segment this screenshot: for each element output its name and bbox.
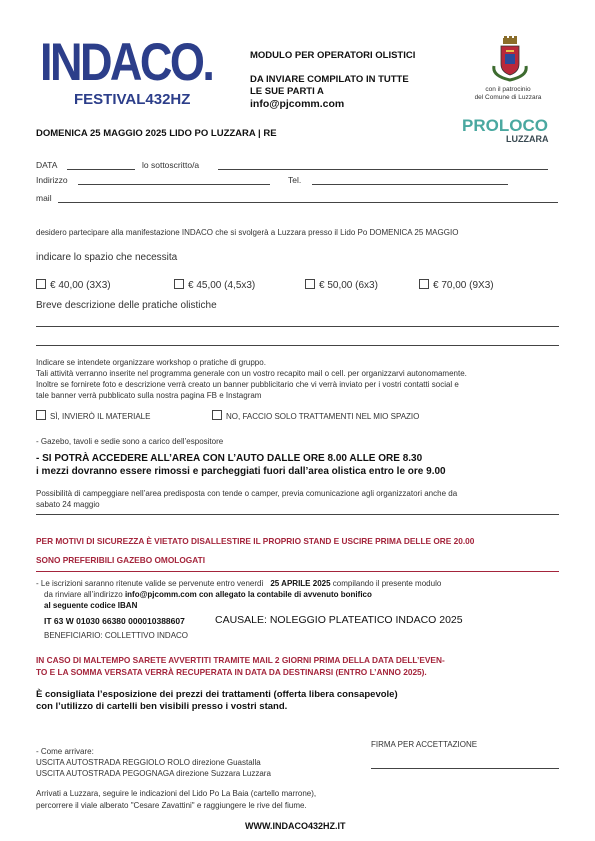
weather-notice-1: IN CASO DI MALTEMPO SARETE AVVERTITI TRAMITE MAIL 2 GIORNI PRIMA DELLA DATA DELL’EVEN- <box>36 655 445 665</box>
field-label-tel: Tel. <box>288 175 302 185</box>
space-option-3[interactable]: € 50,00 (6x3) <box>305 279 378 291</box>
website-link[interactable]: WWW.INDACO432HZ.IT <box>245 821 346 831</box>
mail-field[interactable] <box>58 202 558 203</box>
coat-of-arms-icon <box>490 36 530 82</box>
signature-label: FIRMA PER ACCETTAZIONE <box>371 740 478 749</box>
checkbox[interactable] <box>419 279 429 289</box>
space-option-2[interactable]: € 45,00 (4,5x3) <box>174 279 255 291</box>
form-title: MODULO PER OPERATORI OLISTICI <box>250 50 416 61</box>
space-option-1[interactable]: € 40,00 (3X3) <box>36 279 111 291</box>
event-date: DOMENICA 25 MAGGIO 2025 LIDO PO LUZZARA | RE <box>36 128 277 139</box>
workshop-option-yes[interactable]: SÌ, INVIERÒ IL MATERIALE <box>36 410 150 422</box>
access-hours: - SI POTRÀ ACCEDERE ALL’AREA CON L’AUTO DALLE ORE 8.00 ALLE ORE 8.30 <box>36 453 423 464</box>
space-option-4[interactable]: € 70,00 (9X3) <box>419 279 494 291</box>
beneficiary: BENEFICIARIO: COLLETTIVO INDACO <box>44 631 189 640</box>
directions-title: - Come arrivare: <box>36 747 94 756</box>
directions-line-4: percorrere il viale alberato "Cesare Zavattini" e raggiungere le rive del fiume. <box>36 801 307 810</box>
camping-text: Possibilità di campeggiare nell’area predisposta con tende o camper, previa comunicazione agli organizzatori anche da sabato 24 maggio <box>36 489 458 509</box>
registration-line-1: - Le iscrizioni saranno ritenute valide se pervenute entro venerdì 25 APRILE 2025 compilando il presente modulo <box>36 579 442 588</box>
description-title: Breve descrizione delle pratiche olistiche <box>36 300 217 311</box>
phone-field[interactable] <box>312 184 508 185</box>
gazebo-note: - Gazebo, tavoli e sedie sono a carico dell’espositore <box>36 437 224 446</box>
checkbox[interactable] <box>212 410 222 420</box>
divider <box>36 514 559 515</box>
prices-notice-2: con l’utilizzo di cartelli ben visibili presso i vostri stand. <box>36 701 288 712</box>
red-divider <box>36 571 559 572</box>
patronage-text: con il patrocinio del Comune di Luzzara <box>474 86 542 101</box>
weather-notice-2: TO E LA SOMMA VERSATA VERRÀ RECUPERATA IN DATA DA DESTINARSI (ENTRO L’ANNO 2025). <box>36 667 427 677</box>
safety-notice: PER MOTIVI DI SICUREZZA È VIETATO DISALLESTIRE IL PROPRIO STAND E USCIRE PRIMA DELLE ORE 20.00 <box>36 536 475 546</box>
checkbox[interactable] <box>36 279 46 289</box>
indaco-logo: INDACO. <box>40 33 213 92</box>
directions-line-1: USCITA AUTOSTRADA REGGIOLO ROLO direzione Guastalla <box>36 758 261 767</box>
intro-text: desidero partecipare alla manifestazione INDACO che si svolgerà a Luzzara presso il Lido Po DOMENICA 25 MAGGIO <box>36 228 459 237</box>
field-label-sottoscritto: lo sottoscritto/a <box>142 160 200 170</box>
name-field[interactable] <box>218 169 548 170</box>
field-label-indirizzo: Indirizzo <box>36 175 68 185</box>
payment-reference: CAUSALE: NOLEGGIO PLATEATICO INDACO 2025 <box>215 614 463 626</box>
space-title: indicare lo spazio che necessita <box>36 252 178 263</box>
checkbox[interactable] <box>174 279 184 289</box>
field-label-data: DATA <box>36 160 58 170</box>
field-label-mail: mail <box>36 193 52 203</box>
data-field[interactable] <box>67 169 135 170</box>
description-line-1[interactable] <box>36 326 559 327</box>
prices-notice-1: È consigliata l’esposizione dei prezzi dei trattamenti (offerta libera consapevole) <box>36 689 398 700</box>
send-instruction-1: DA INVIARE COMPILATO IN TUTTE <box>250 74 409 85</box>
proloco-subtitle: LUZZARA <box>506 134 549 144</box>
festival-subtitle: FESTIVAL432HZ <box>74 91 191 108</box>
proloco-logo: PROLOCO <box>462 116 548 135</box>
directions-line-2: USCITA AUTOSTRADA PEGOGNAGA direzione Suzzara Luzzara <box>36 769 271 778</box>
workshop-option-no[interactable]: NO, FACCIO SOLO TRATTAMENTI NEL MIO SPAZIO <box>212 410 419 422</box>
iban-code: IT 63 W 01030 66380 000010388607 <box>44 616 185 626</box>
directions-line-3: Arrivati a Luzzara, seguire le indicazioni del Lido Po La Baia (cartello marrone), <box>36 789 317 798</box>
signature-field[interactable] <box>371 768 559 769</box>
checkbox[interactable] <box>36 410 46 420</box>
checkbox[interactable] <box>305 279 315 289</box>
registration-line-2: da rinviare all’indirizzo info@pjcomm.com con allegato la contabile di avvenuto bonifico <box>44 590 372 599</box>
workshop-text: Indicare se intendete organizzare workshop o pratiche di gruppo. Tali attività verranno inserite nel programma generale con un vostro recapito mail o cell. per organizzarvi autonomamente. Inoltre se fornirete foto e descrizione verrà creato un banner pubblicitario che vi verrà inviato per i vostri contatti social e tale banner verrà pubblicato sulla nostra pagina FB e Instagram <box>36 358 467 400</box>
address-field[interactable] <box>78 184 270 185</box>
description-line-2[interactable] <box>36 345 559 346</box>
send-instruction-2: LE SUE PARTI A <box>250 86 324 97</box>
contact-email[interactable]: info@pjcomm.com <box>250 98 345 110</box>
gazebo-preference: SONO PREFERIBILI GAZEBO OMOLOGATI <box>36 555 206 565</box>
vehicle-removal: i mezzi dovranno essere rimossi e parcheggiati fuori dall’area olistica entro le ore 9.00 <box>36 466 446 477</box>
iban-label: al seguente codice IBAN <box>44 601 138 610</box>
